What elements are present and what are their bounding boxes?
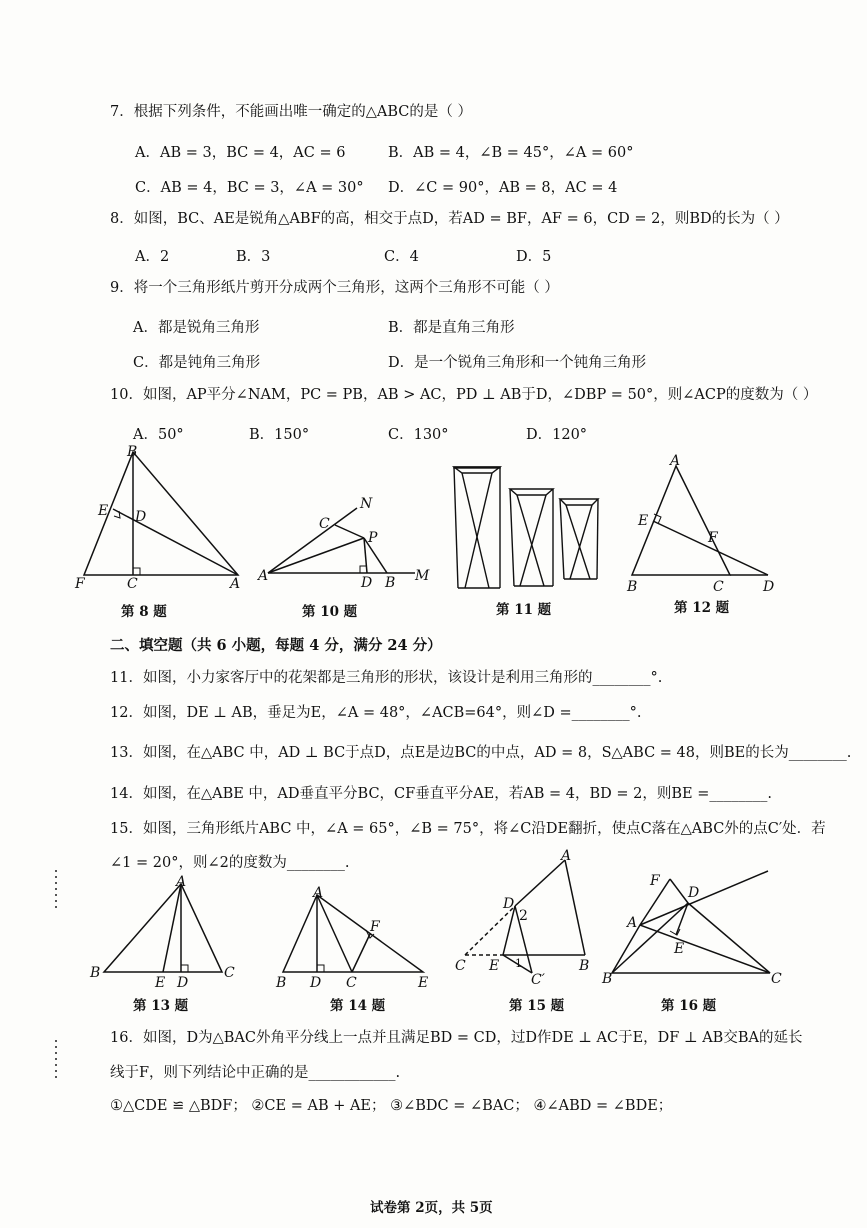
caption-fig-16: 第 16 题 <box>661 998 717 1014</box>
fig15-label-d: D <box>503 896 515 912</box>
caption-fig-11: 第 11 题 <box>496 602 552 618</box>
caption-fig-14: 第 14 题 <box>330 998 386 1014</box>
q10-option-a: A．50° <box>133 427 184 443</box>
fig15-label-e: E <box>489 958 500 974</box>
fig14-label-a: A <box>313 885 324 901</box>
question-13: 13．如图，在△ABC 中，AD ⊥ BC于点D，点E是边BC的中点，AD = 8，S△ABC = 48，则BE的长为________. <box>110 745 852 761</box>
binding-mark-bottom <box>55 1040 57 1078</box>
q8-option-a: A．2 <box>135 249 170 265</box>
fig13-label-d: D <box>177 975 189 991</box>
question-15-line-1: 15．如图，三角形纸片ABC 中，∠A = 65°，∠B = 75°，将∠C沿DE翻折，使点C落在△ABC外的点C′处．若 <box>110 821 826 837</box>
fig14-label-c: C <box>346 975 357 991</box>
figure-12 <box>620 450 790 595</box>
binding-mark-top <box>55 870 57 910</box>
q9-option-b: B．都是直角三角形 <box>388 320 515 336</box>
fig8-label-d: D <box>135 509 147 525</box>
fig16-label-c: C <box>771 971 782 987</box>
fig8-label-f: F <box>75 576 85 592</box>
fig13-label-b: B <box>90 965 101 981</box>
q9-option-a: A．都是锐角三角形 <box>133 320 260 336</box>
fig12-label-d: D <box>763 579 775 595</box>
caption-fig-8: 第 8 题 <box>121 604 167 620</box>
q10-option-b: B．150° <box>249 427 310 443</box>
fig8-label-a: A <box>230 576 241 592</box>
figure-15 <box>455 848 605 988</box>
fig16-label-a: A <box>627 915 638 931</box>
fig10-label-p: P <box>368 530 378 546</box>
question-12: 12．如图，DE ⊥ AB，垂足为E，∠A = 48°，∠ACB=64°，则∠D =________°. <box>110 705 642 721</box>
fig15-label-a: A <box>561 848 572 864</box>
fig10-label-n: N <box>360 496 373 512</box>
question-8-stem: 8．如图，BC、AE是锐角△ABF的高，相交于点D，若AD = BF，AF = 6，CD = 2，则BD的长为（ ） <box>110 211 789 227</box>
fig16-label-d: D <box>688 885 700 901</box>
figure-16 <box>600 865 790 990</box>
fig8-label-e: E <box>98 503 109 519</box>
question-16-line-2: 线于F，则下列结论中正确的是____________. <box>110 1065 401 1081</box>
fig12-label-f: F <box>708 530 718 546</box>
fig13-label-e: E <box>155 975 166 991</box>
q7-option-c: C．AB = 4，BC = 3，∠A = 30° <box>135 180 364 196</box>
fig12-label-a: A <box>670 453 681 469</box>
q7-option-b: B．AB = 4，∠B = 45°，∠A = 60° <box>388 145 634 161</box>
q10-option-d: D．120° <box>526 427 588 443</box>
caption-fig-10: 第 10 题 <box>302 604 358 620</box>
caption-fig-15: 第 15 题 <box>509 998 565 1014</box>
fig13-label-c: C <box>224 965 235 981</box>
fig15-label-1: 1 <box>515 957 522 970</box>
q9-option-c: C．都是钝角三角形 <box>133 355 261 371</box>
page-footer: 试卷第 2页，共 5页 <box>370 1200 493 1216</box>
question-14: 14．如图，在△ABE 中，AD垂直平分BC，CF垂直平分AE，若AB = 4，BD = 2，则BE =________. <box>110 786 772 802</box>
fig16-label-f: F <box>650 873 660 889</box>
fig15-label-2: 2 <box>519 908 528 924</box>
fig14-label-f: F <box>370 919 380 935</box>
question-11: 11．如图，小力家客厅中的花架都是三角形的形状，该设计是利用三角形的________°. <box>110 670 663 686</box>
fig13-label-a: A <box>176 874 187 890</box>
q10-option-c: C．130° <box>388 427 449 443</box>
fig14-label-d: D <box>310 975 322 991</box>
fig15-label-c-prime: C′ <box>531 972 545 988</box>
figure-13 <box>88 872 243 991</box>
fig10-label-m: M <box>415 568 430 584</box>
fig10-label-d: D <box>361 575 373 591</box>
q7-option-d: D．∠C = 90°，AB = 8，AC = 4 <box>388 180 618 196</box>
figure-10 <box>255 490 435 600</box>
question-15-line-2: ∠1 = 20°，则∠2的度数为________. <box>110 855 350 871</box>
fig8-label-c: C <box>127 576 138 592</box>
fig14-label-e: E <box>418 975 429 991</box>
fig12-label-e: E <box>638 513 649 529</box>
fig12-label-b: B <box>627 579 638 595</box>
fig15-label-c: C <box>455 958 466 974</box>
question-16-line-1: 16．如图，D为△BAC外角平分线上一点并且满足BD = CD，过D作DE ⊥ AC于E，DF ⊥ AB交BA的延长 <box>110 1030 803 1046</box>
figure-14 <box>270 883 435 993</box>
fig12-label-c: C <box>713 579 724 595</box>
fig15-label-b: B <box>579 958 590 974</box>
q8-option-b: B．3 <box>236 249 271 265</box>
q7-option-a: A．AB = 3，BC = 4，AC = 6 <box>135 145 346 161</box>
caption-fig-13: 第 13 题 <box>133 998 189 1014</box>
q8-option-c: C．4 <box>384 249 419 265</box>
fig10-label-c: C <box>319 516 330 532</box>
fig16-label-b: B <box>602 971 613 987</box>
section-2-heading: 二、填空题（共 6 小题，每题 4 分，满分 24 分） <box>110 637 442 654</box>
question-10-stem: 10．如图，AP平分∠NAM，PC = PB，AB > AC，PD ⊥ AB于D，∠DBP = 50°，则∠ACP的度数为（ ） <box>110 387 818 403</box>
q9-option-d: D．是一个锐角三角形和一个钝角三角形 <box>388 355 647 371</box>
fig16-label-e: E <box>674 941 685 957</box>
question-7-stem: 7．根据下列条件，不能画出唯一确定的△ABC的是（ ） <box>110 104 472 120</box>
figure-8 <box>70 440 260 595</box>
question-9-stem: 9．将一个三角形纸片剪开分成两个三角形，这两个三角形不可能（ ） <box>110 280 559 296</box>
fig10-label-a: A <box>258 568 269 584</box>
caption-fig-12: 第 12 题 <box>674 600 730 616</box>
figure-11-flower-stands <box>440 455 620 595</box>
fig8-label-b: B <box>127 444 138 460</box>
fig14-label-b: B <box>276 975 287 991</box>
q8-option-d: D．5 <box>516 249 552 265</box>
fig10-label-b: B <box>385 575 396 591</box>
question-16-statements: ①△CDE ≌ △BDF； ②CE = AB + AE； ③∠BDC = ∠BAC； ④∠ABD = ∠BDE； <box>110 1098 673 1114</box>
